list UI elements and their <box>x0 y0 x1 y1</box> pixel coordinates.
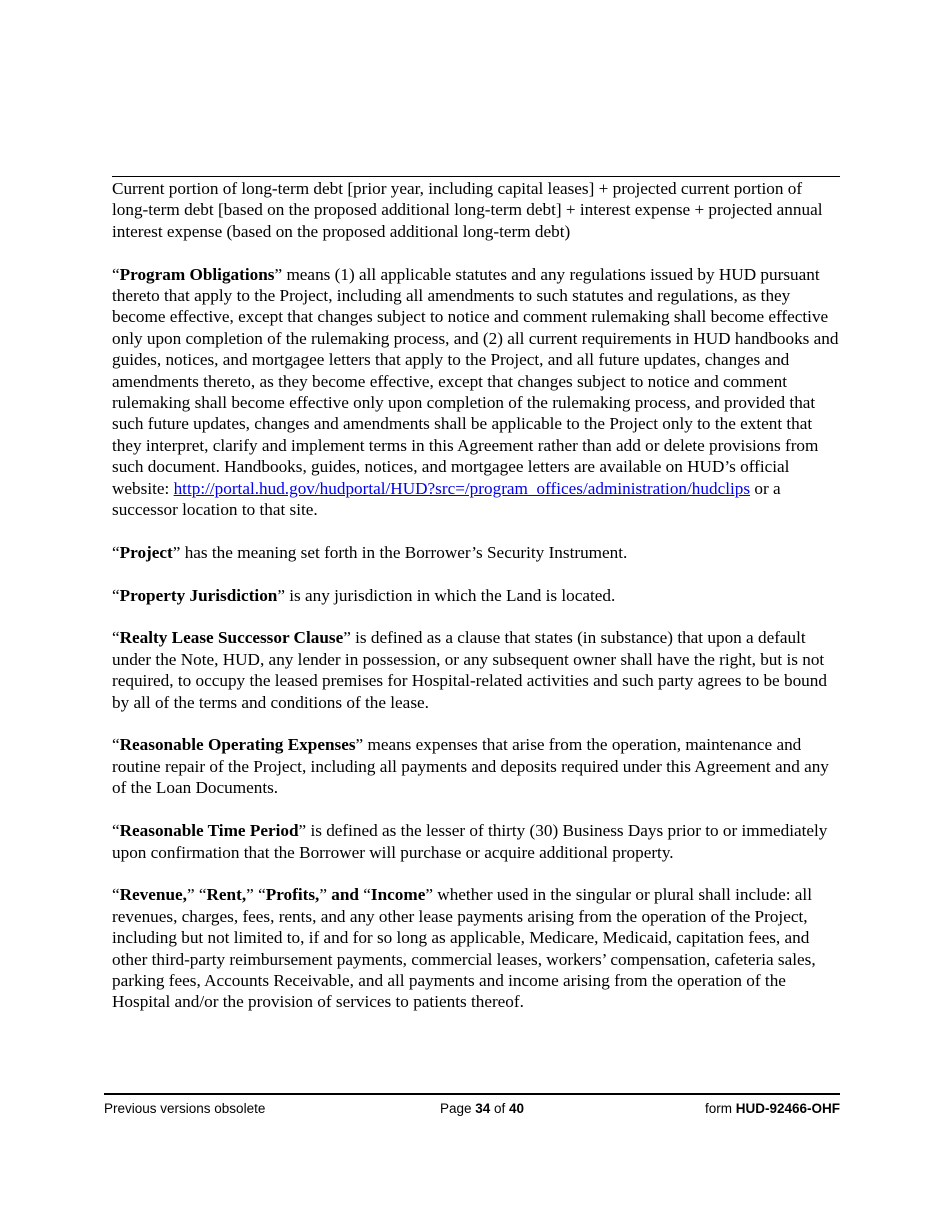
quote: ” <box>355 735 364 755</box>
defined-term: Property Jurisdiction <box>119 585 278 605</box>
quote: ” “ <box>186 885 207 905</box>
quote: “ <box>112 821 120 841</box>
quote: ” <box>343 628 351 648</box>
definition-reasonable-operating-expenses <box>112 734 840 798</box>
intro-formula: Current portion of long-term debt [prior year, including capital leases] + projected current portion of long-term debt [based on the proposed additional long-term debt] + interest expense + projected annual interest expense (based on the proposed additional long-term debt) <box>112 179 823 241</box>
definition-program-obligations <box>112 264 840 521</box>
footer-form-id <box>705 1101 840 1116</box>
defined-term: Reasonable Time Period <box>119 821 299 841</box>
page-number: 34 <box>475 1101 491 1116</box>
quote: ” <box>425 885 433 905</box>
form-number: HUD-92466-OHF <box>735 1101 840 1116</box>
definition-text: means (1) all applicable statutes and any regulations issued by HUD pursuant thereto that apply to the Project, including all amendments to such statutes and regulations, as they become effective, except that changes subject to notice and comment rulemaking shall become effective only upon completion of the rulemaking process, and (2) all current requirements in HUD handbooks and guides, notices, and mortgagee letters that apply to the Project, and all future updates, changes and amendments thereto, as they become effective, except that changes subject to notice and comment rulemaking shall become effective only upon completion of the rulemaking process, and provided that such future updates, changes and amendments shall be applicable to the Project only to the extent that they interpret, clarify and implement terms in this Agreement rather than add or delete provisions from such document. Handbooks, guides, notices, and mortgagee letters are available on HUD’s official website: <box>112 264 839 498</box>
footer-divider <box>104 1093 840 1095</box>
quote: ” <box>274 264 283 284</box>
definition-text: or a successor location to that site. <box>112 478 781 520</box>
page-of: of <box>490 1101 510 1116</box>
page-footer <box>104 1101 840 1119</box>
defined-term: Rent, <box>206 885 247 905</box>
form-prefix: form <box>704 1101 736 1116</box>
footer-obsolete-note: Previous versions obsolete <box>104 1101 266 1116</box>
defined-term: Income <box>370 885 426 905</box>
conjunction: and <box>331 885 359 905</box>
definition-text: means expenses that arise from the operation, maintenance and routine repair of the Project, including all payments and deposits required under this Agreement and any of the Loan Documents. <box>112 735 829 798</box>
document-body <box>112 178 840 1034</box>
page-total: 40 <box>509 1101 525 1116</box>
definition-reasonable-time-period <box>112 820 840 863</box>
definition-text: is defined as the lesser of thirty (30) Business Days prior to or immediately upon confirmation that the Borrower will purchase or acquire additional property. <box>112 821 828 862</box>
quote: ” <box>277 585 285 605</box>
defined-term: Revenue, <box>119 885 187 905</box>
defined-term: Reasonable Operating Expenses <box>119 735 356 755</box>
definition-realty-lease-successor-clause <box>112 627 840 713</box>
quote: ” <box>298 821 307 841</box>
quote: “ <box>112 735 120 755</box>
definition-text: is any jurisdiction in which the Land is located. <box>284 585 616 605</box>
quote: “ <box>112 585 120 605</box>
hudclips-link[interactable]: http://portal.hud.gov/hudportal/HUD?src=/program_offices/administration/hudclips <box>173 478 751 498</box>
quote: “ <box>112 885 120 905</box>
definition-revenue-rent-profits-income <box>112 884 840 1012</box>
quote: “ <box>112 264 120 284</box>
quote: “ <box>112 542 120 562</box>
quote: ” “ <box>246 885 266 905</box>
quote: ” <box>172 542 181 562</box>
defined-term: Project <box>119 542 173 562</box>
quote: “ <box>112 628 120 648</box>
quote: ” <box>319 885 332 905</box>
definition-text: whether used in the singular or plural shall include: all revenues, charges, fees, rents, and any other lease payments arising from the operation of the Project, including but not limited to, if and for so long as applicable, Medicare, Medicaid, capitation fees, and other third-party reimbursement payments, commercial leases, workers’ compensation, cafeteria sales, parking fees, Accounts Receivable, and all payments and income arising from the operation of the Hospital and/or the provision of services to patients thereof. <box>112 885 816 1012</box>
top-divider <box>112 176 840 177</box>
definition-text: has the meaning set forth in the Borrower’s Security Instrument. <box>180 542 628 562</box>
page-prefix: Page <box>439 1101 476 1116</box>
definition-text: is defined as a clause that states (in substance) that upon a default under the Note, HUD, any lender in possession, or any subsequent owner shall have the right, but is not required, to occupy the leased premises for Hospital-related activities and such party agrees to be bound by all of the terms and conditions of the lease. <box>112 628 827 712</box>
defined-term: Program Obligations <box>119 264 275 284</box>
quote: “ <box>358 885 371 905</box>
definition-project <box>112 542 840 563</box>
defined-term: Profits, <box>265 885 320 905</box>
defined-term: Realty Lease Successor Clause <box>119 628 344 648</box>
definition-property-jurisdiction <box>112 585 840 606</box>
